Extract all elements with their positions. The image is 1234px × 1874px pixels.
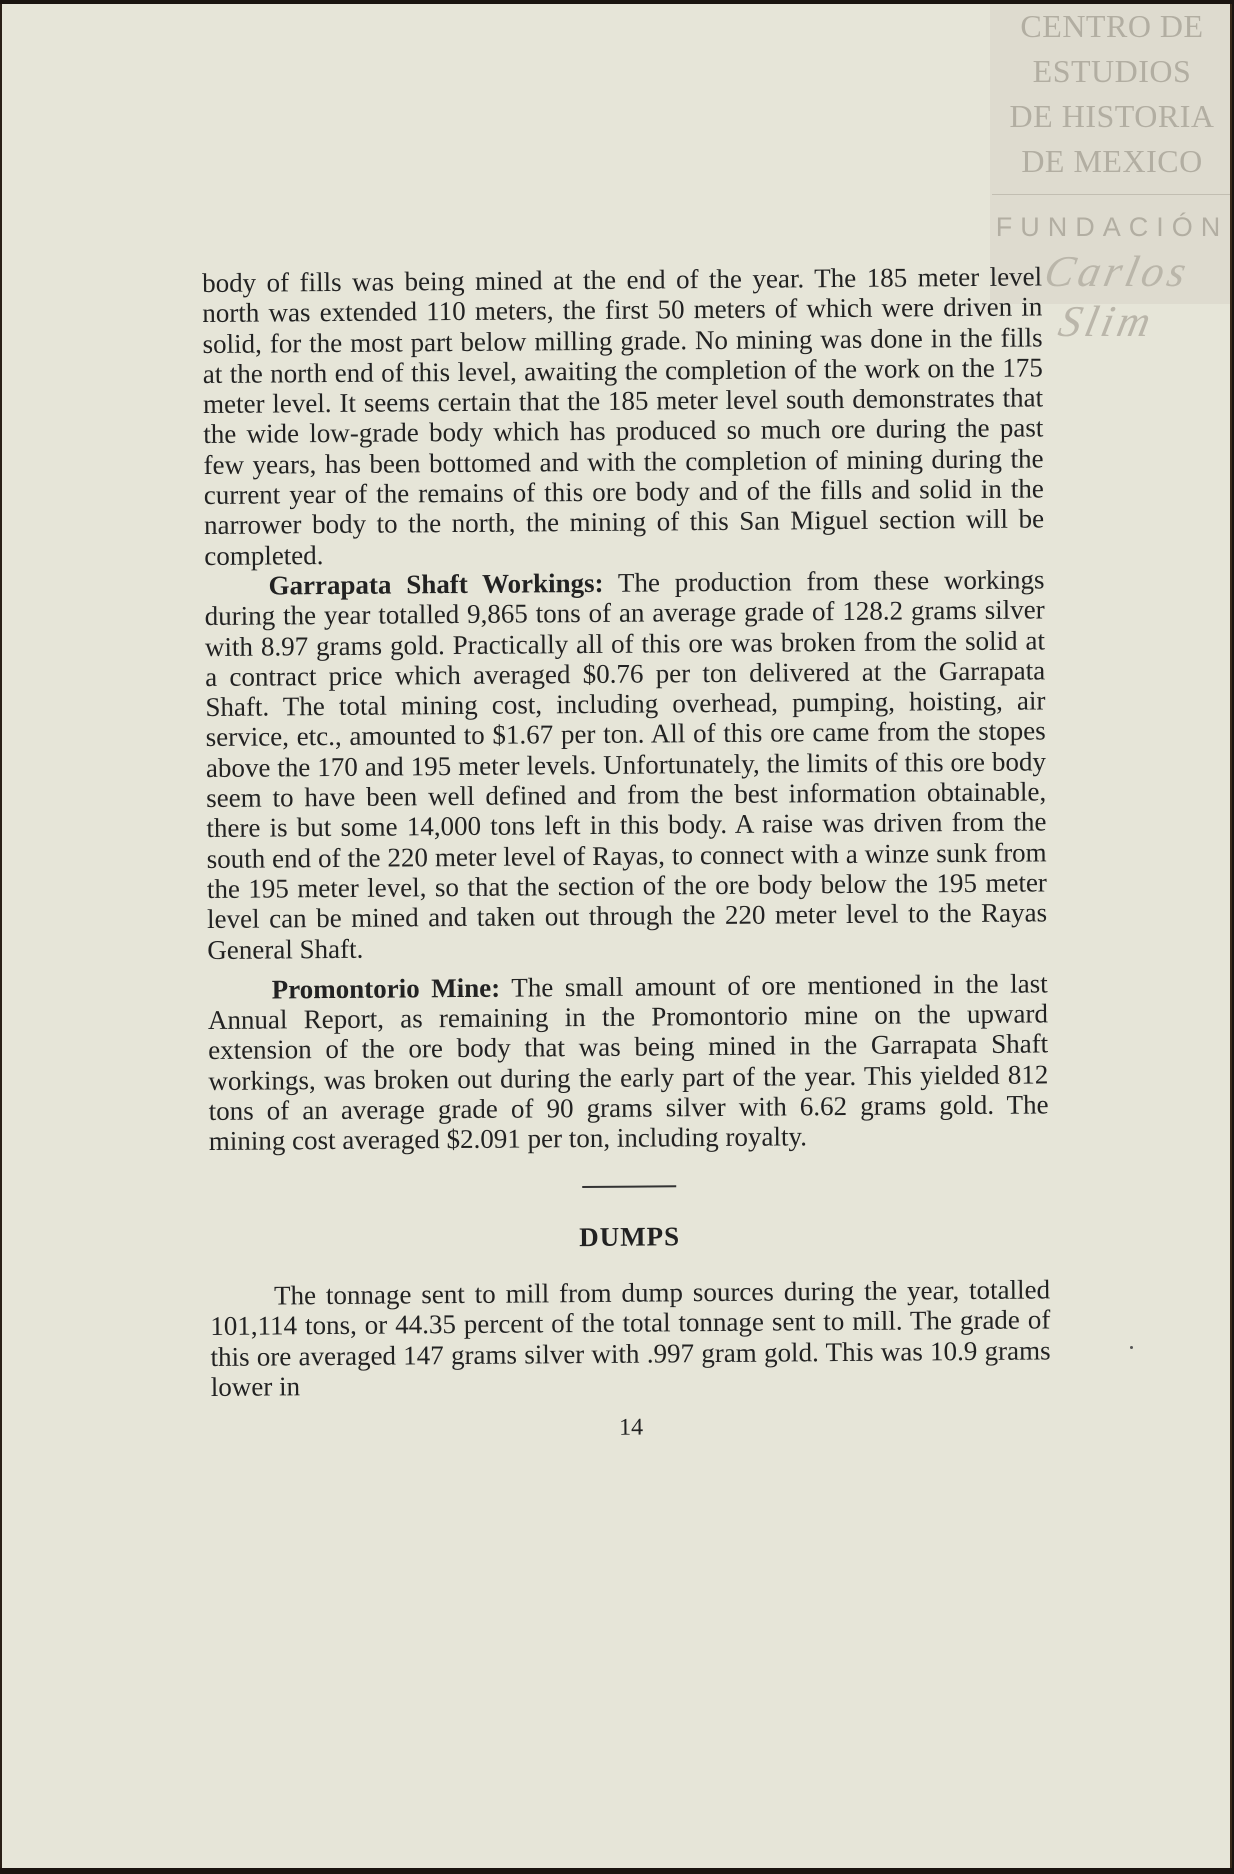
paragraph-garrapata [204, 564, 1047, 964]
watermark-line-3: DE HISTORIA [1009, 98, 1215, 134]
paper-speck [1130, 1346, 1133, 1349]
watermark-fundacion: FUNDACIÓN [995, 212, 1229, 242]
garrapata-text: The production from these workings during the year totalled 9,865 tons of an average grade of 128.2 grams silver with 8.97 grams gold. Practically all of this ore was broken from the solid at a contract price which averaged $0.76 per ton delivered at the Garrapata Shaft. The total mining cost, including overhead, pumping, hoisting, air service, etc., amounted to $1.67 per ton. All of this ore came from the stopes above the 170 and 195 meter levels. Unfortunately, the limits of this ore body seem to have been well defined and from the best information obtainable, there is but some 14,000 tons left in this body. A raise was driven from the south end of the 220 meter level of Rayas, to connect with a winze sunk from the 195 meter level, so that the section of the ore body below the 195 meter level can be mined and taken out through the 220 meter level to the Rayas General Shaft. [204, 564, 1048, 965]
promontorio-text: The small amount of ore mentioned in the last Annual Report, as remaining in the Promontorio mine on the upward extension of the ore body that was being mined in the Garrapata Shaft workings, was broken out during the early part of the year. This yielded 812 tons of an average grade of 90 grams silver with 6.62 grams gold. The mining cost averaged $2.091 per ton, including royalty. [207, 968, 1049, 1157]
paragraph-san-miguel: body of fills was being mined at the end of the year. The 185 meter level north was extended 110 meters, the first 50 meters of which were driven in solid, for the most part below milling grade. No mining was done in the fills at the north end of this level, awaiting the completion of the work on the 175 meter level. It seems certain that the 185 meter level south demonstrates that the wide low-grade body which has produced so much ore during the past few years, has been bottomed and with the completion of mining during the current year of the remains of this ore body and of the fills and solid in the narrower body to the north, the mining of this San Miguel section will be completed. [202, 261, 1045, 571]
watermark-signature: Carlos Slim [1040, 247, 1195, 346]
page-number: 14 [619, 1414, 644, 1441]
watermark-divider [992, 194, 1232, 195]
document-page [0, 4, 1232, 1868]
body-text [202, 261, 1051, 1446]
watermark-line-1: CENTRO DE [1020, 8, 1204, 44]
watermark-line-4: DE MEXICO [1021, 143, 1203, 179]
section-divider [582, 1185, 676, 1188]
section-heading-dumps: DUMPS [579, 1220, 681, 1252]
archive-watermark [990, 4, 1232, 346]
garrapata-heading: Garrapata Shaft Workings: [268, 567, 604, 601]
paragraph-dumps: The tonnage sent to mill from dump sources during the year, totalled 101,114 tons, or 44.35 percent of the total tonnage sent to mill. The grade of this ore averaged 147 grams silver with .997 gram gold. This was 10.9 grams lower in [210, 1274, 1051, 1402]
watermark-line-2: ESTUDIOS [1032, 53, 1192, 89]
paragraph-promontorio [208, 968, 1049, 1156]
promontorio-heading: Promontorio Mine: [271, 972, 501, 1005]
